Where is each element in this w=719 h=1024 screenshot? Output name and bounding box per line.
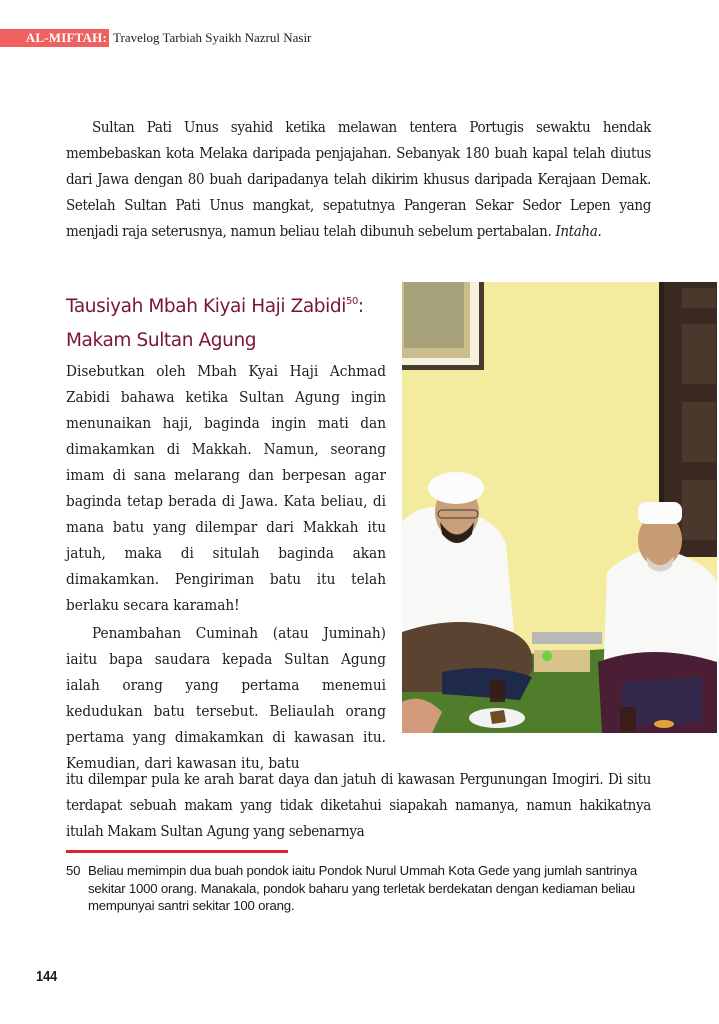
- footnote-rule: [66, 850, 288, 853]
- heading-line-1: Tausiyah Mbah Kiyai Haji Zabidi: [66, 296, 346, 317]
- footnote-ref-50[interactable]: 50: [345, 296, 358, 307]
- photo-two-scholars: [402, 282, 717, 733]
- footnote-number: 50: [66, 863, 81, 878]
- section-paragraph-1: Disebutkan oleh Mbah Kyai Haji Achmad Zabidi bahawa ketika Sultan Agung ingin menunaikan haji, baginda ingin mati dan dimakamkan di Makkah. Namun, seorang imam di sana melarang dan berpesan agar baginda tetap berada di Jawa. Kata beliau, di mana batu yang dilempar dari Makkah itu jatuh, maka di situlah baginda akan dimakamkan. Pengiriman batu itu telah berlaku secara karamah!: [66, 362, 386, 614]
- section-paragraph-2: Penambahan Cuminah (atau Juminah) iaitu bapa saudara kepada Sultan Agung ialah orang yang pertama menemui kedudukan batu tersebut. Beliaulah orang pertama yang dimakamkan di kawasan itu. Kemudian, dari kawasan itu, batu: [66, 624, 386, 772]
- intro-text: Sultan Pati Unus syahid ketika melawan tentera Portugis sewaktu hendak membebaskan kota Melaka daripada penjajahan. Sebanyak 180 buah kapal telah diutus dari Jawa dengan 80 buah daripadanya telah dikirim khusus daripada Kerajaan Demak. Setelah Sultan Pati Unus mangkat, sepatutnya Pangeran Sekar Sedor Lepen yang menjadi raja seterusnya, namun beliau telah dibunuh sebelum pertabalan.: [66, 118, 651, 240]
- intro-italic: Intaha.: [555, 222, 602, 240]
- section-heading: [66, 290, 396, 358]
- page-number: 144: [36, 968, 58, 985]
- photo-illustration: [402, 282, 717, 733]
- heading-colon: :: [357, 296, 364, 317]
- intro-paragraph: [66, 114, 651, 244]
- skirting: [532, 632, 602, 644]
- running-header: [0, 29, 311, 47]
- book-subtitle: Travelog Tarbiah Syaikh Nazrul Nasir: [113, 30, 312, 45]
- footnote-50: [66, 862, 646, 915]
- footnote-text: Beliau memimpin dua buah pondok iaitu Pondok Nurul Ummah Kota Gede yang jumlah santrinya sekitar 1000 orang. Manakala, pondok baharu yang terletak berdekatan dengan kediaman beliau mempunyai santri sekitar 100 orang.: [88, 863, 638, 913]
- green-cup: [542, 651, 552, 661]
- book-title-tag: AL-MIFTAH:: [0, 29, 109, 47]
- tray: [534, 650, 590, 672]
- heading-line-2: Makam Sultan Agung: [66, 330, 257, 351]
- section-paragraph-2-continued: itu dilempar pula ke arah barat daya dan jatuh di kawasan Pergunungan Imogiri. Di situ terdapat sebuah makam yang tidak diketahui siapakah namanya, namun hakikatnya itulah Makam Sultan Agung yang sebenarnya: [66, 770, 651, 840]
- framed-calligraphy: [402, 282, 484, 370]
